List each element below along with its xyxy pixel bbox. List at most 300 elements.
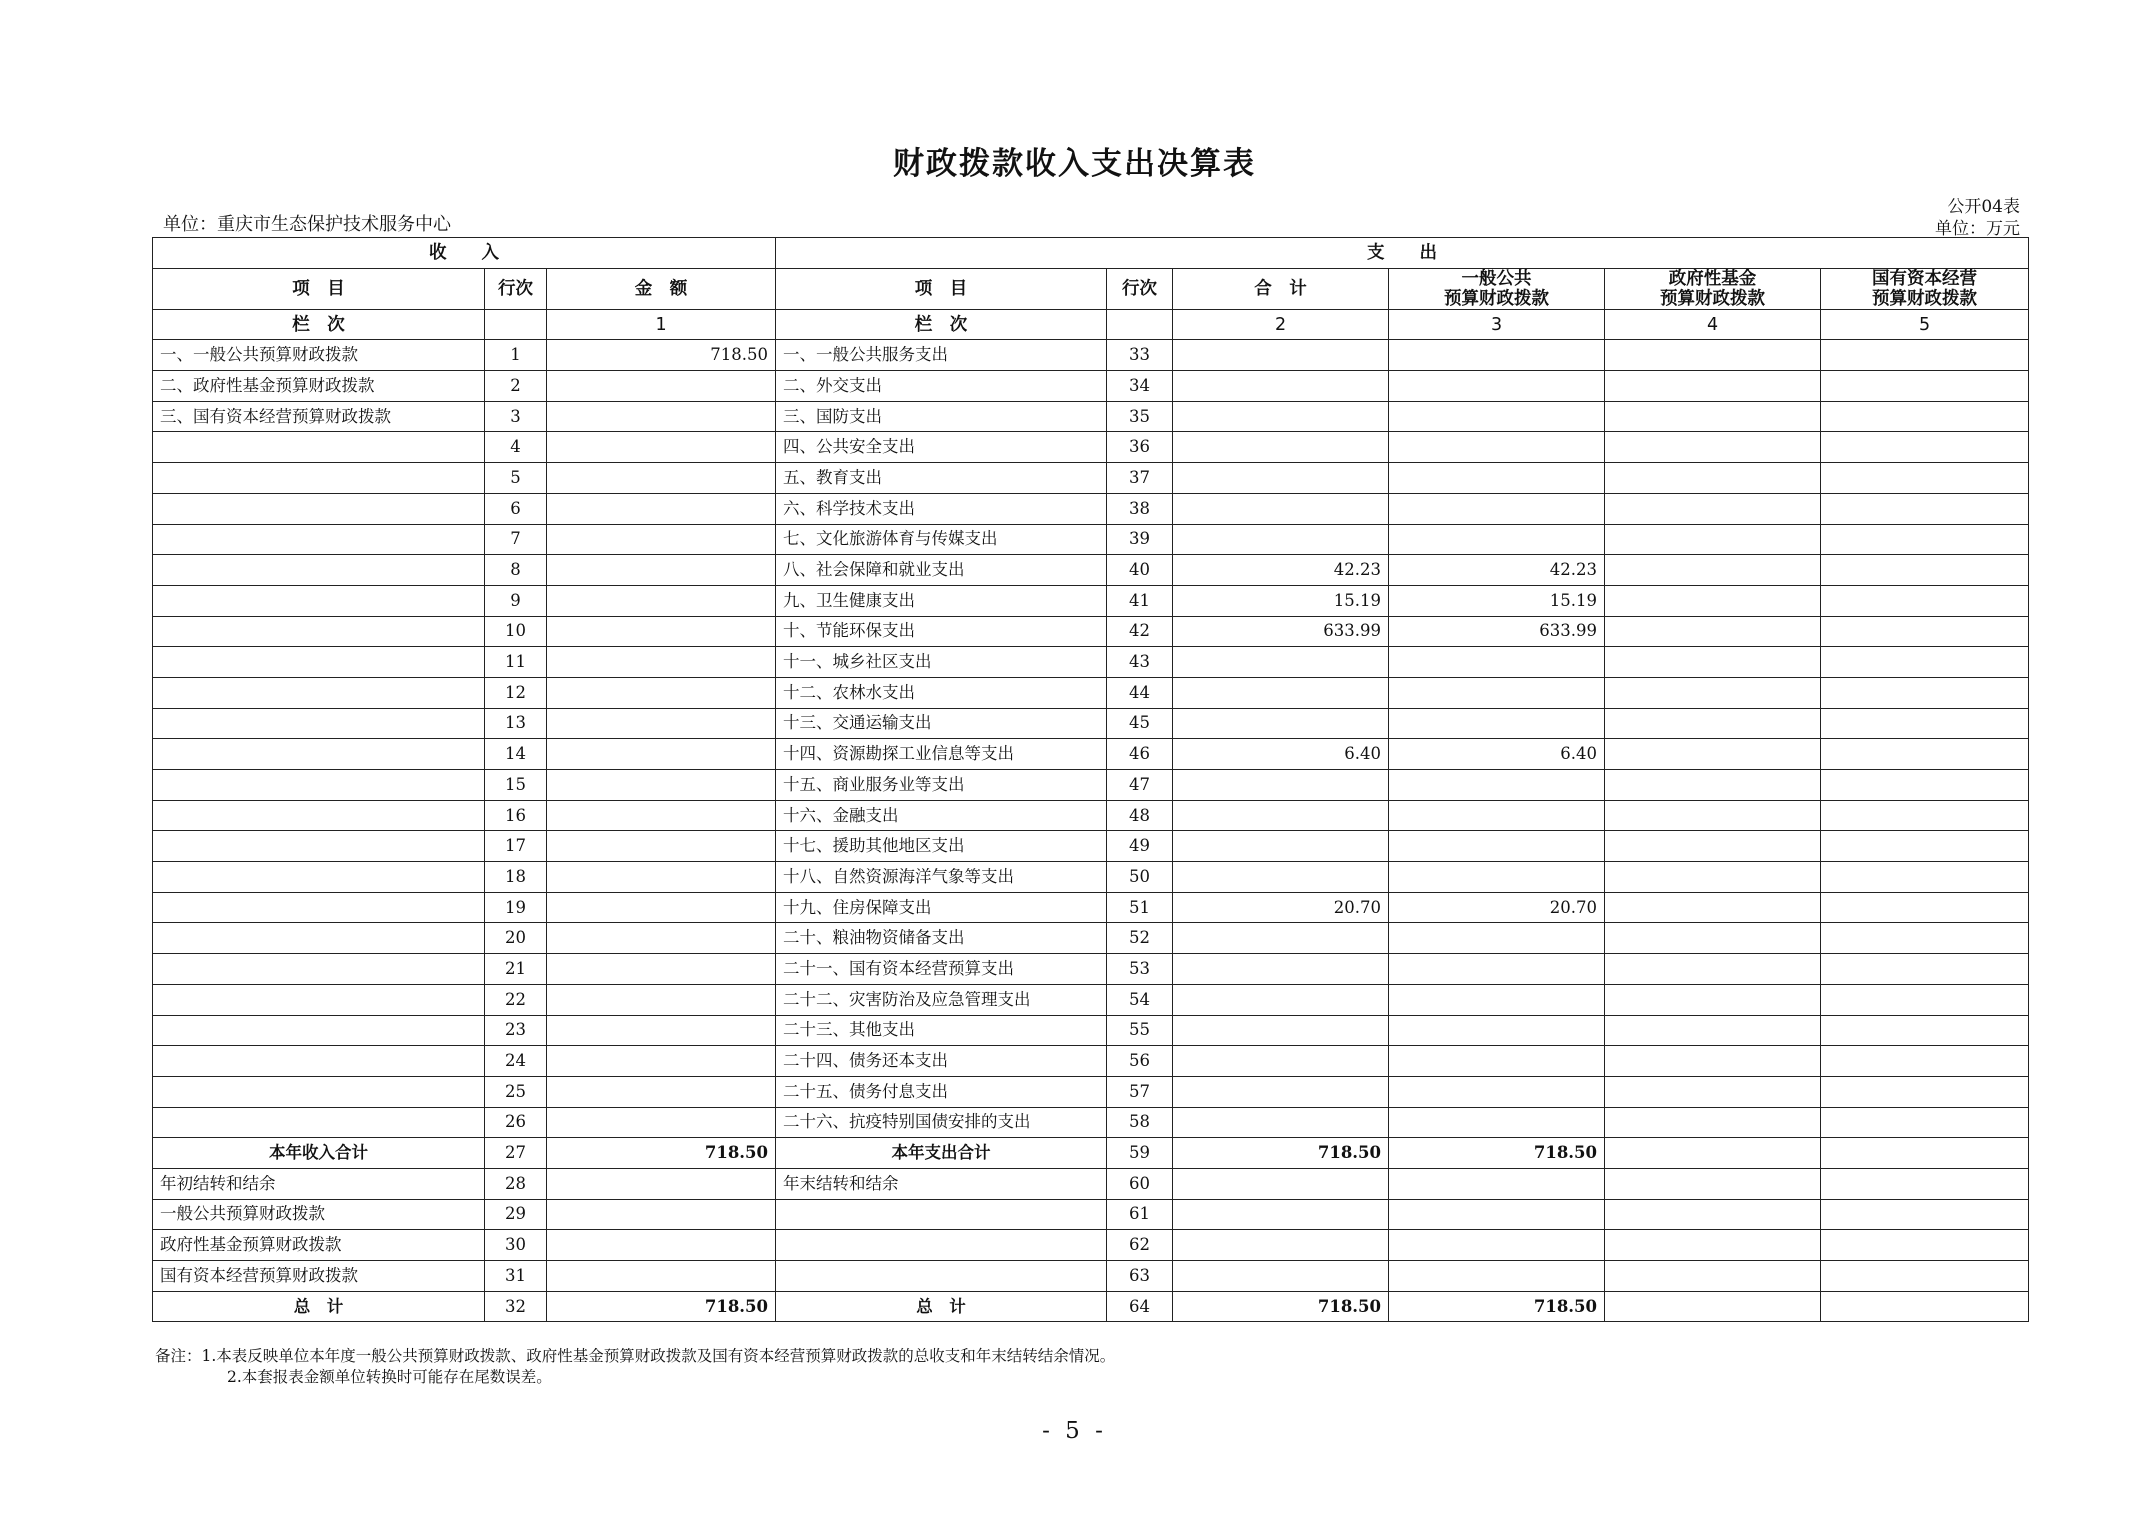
inc-item-cell: [153, 463, 485, 494]
gov-fund-cell: [1605, 862, 1821, 893]
inc-line-no-cell: 28: [485, 1168, 547, 1199]
gov-fund-cell: [1605, 585, 1821, 616]
exp-line-no-cell: 50: [1107, 862, 1173, 893]
inc-line-no-cell: 27: [485, 1138, 547, 1169]
exp-line-no-cell: 63: [1107, 1261, 1173, 1292]
inc-item-cell: [153, 770, 485, 801]
inc-amount-cell: 718.50: [547, 1291, 776, 1322]
total-cell: 6.40: [1173, 739, 1389, 770]
table-row: [153, 1015, 2029, 1046]
soe-capital-cell: [1821, 954, 2029, 985]
exp-line-no-cell: 58: [1107, 1107, 1173, 1138]
gen-budget-cell: [1389, 923, 1605, 954]
soe-capital-cell: [1821, 800, 2029, 831]
exp-item-cell: [776, 1261, 1107, 1292]
exp-line-no-cell: 40: [1107, 555, 1173, 586]
gov-fund-cell: [1605, 954, 1821, 985]
inc-line-no-cell: 12: [485, 677, 547, 708]
inc-item-cell: 二、政府性基金预算财政拨款: [153, 371, 485, 402]
exp-item-cell: 八、社会保障和就业支出: [776, 555, 1107, 586]
total-cell: [1173, 984, 1389, 1015]
exp-item-cell: 六、科学技术支出: [776, 493, 1107, 524]
total-cell: [1173, 923, 1389, 954]
col-header-exp-item: 项 目: [776, 268, 1107, 309]
col-header-soe-capital: 国有资本经营 预算财政拨款: [1821, 268, 2029, 309]
exp-line-no-cell: 49: [1107, 831, 1173, 862]
col-num-4: 4: [1605, 309, 1821, 340]
inc-item-cell: 总 计: [153, 1291, 485, 1322]
inc-item-cell: [153, 862, 485, 893]
col-num-3: 3: [1389, 309, 1605, 340]
reporting-unit: 单位：重庆市生态保护技术服务中心: [163, 214, 451, 235]
gen-budget-cell: [1389, 371, 1605, 402]
exp-line-no-cell: 36: [1107, 432, 1173, 463]
exp-item-cell: 十五、商业服务业等支出: [776, 770, 1107, 801]
inc-amount-cell: [547, 954, 776, 985]
exp-item-cell: 九、卫生健康支出: [776, 585, 1107, 616]
inc-item-cell: 三、国有资本经营预算财政拨款: [153, 401, 485, 432]
gov-fund-cell: [1605, 1199, 1821, 1230]
inc-amount-cell: [547, 1261, 776, 1292]
table-row: [153, 1076, 2029, 1107]
exp-item-cell: 十三、交通运输支出: [776, 708, 1107, 739]
exp-item-cell: [776, 1199, 1107, 1230]
inc-amount-cell: [547, 984, 776, 1015]
total-cell: 718.50: [1173, 1138, 1389, 1169]
col-header-inc-item: 项 目: [153, 268, 485, 309]
inc-amount-cell: 718.50: [547, 1138, 776, 1169]
inc-item-cell: [153, 800, 485, 831]
table-row: [153, 708, 2029, 739]
total-cell: [1173, 677, 1389, 708]
col-header-exp-no: 行次: [1107, 268, 1173, 309]
inc-amount-cell: [547, 432, 776, 463]
inc-item-cell: 政府性基金预算财政拨款: [153, 1230, 485, 1261]
total-cell: [1173, 831, 1389, 862]
header-row-sections: [153, 238, 2029, 269]
total-cell: [1173, 1261, 1389, 1292]
table-row: [153, 401, 2029, 432]
total-cell: [1173, 647, 1389, 678]
total-cell: [1173, 524, 1389, 555]
exp-line-no-cell: 41: [1107, 585, 1173, 616]
gen-budget-cell: 20.70: [1389, 892, 1605, 923]
table-row: [153, 739, 2029, 770]
total-cell: [1173, 1168, 1389, 1199]
exp-item-cell: 年末结转和结余: [776, 1168, 1107, 1199]
gen-budget-cell: 633.99: [1389, 616, 1605, 647]
inc-amount-cell: [547, 831, 776, 862]
exp-line-no-cell: 59: [1107, 1138, 1173, 1169]
gov-fund-cell: [1605, 800, 1821, 831]
inc-line-no-cell: 18: [485, 862, 547, 893]
inc-item-cell: 一、一般公共预算财政拨款: [153, 340, 485, 371]
inc-item-cell: [153, 831, 485, 862]
total-cell: [1173, 800, 1389, 831]
gen-budget-cell: [1389, 677, 1605, 708]
inc-item-cell: [153, 647, 485, 678]
inc-amount-cell: [547, 1230, 776, 1261]
exp-line-no-cell: 33: [1107, 340, 1173, 371]
gen-budget-cell: [1389, 1046, 1605, 1077]
gov-fund-cell: [1605, 1168, 1821, 1199]
inc-amount-cell: [547, 770, 776, 801]
col-header-inc-no: 行次: [485, 268, 547, 309]
exp-line-no-cell: 37: [1107, 463, 1173, 494]
exp-item-cell: 四、公共安全支出: [776, 432, 1107, 463]
exp-line-no-cell: 46: [1107, 739, 1173, 770]
inc-item-cell: [153, 616, 485, 647]
col-num-2: 2: [1173, 309, 1389, 340]
exp-item-cell: 二、外交支出: [776, 371, 1107, 402]
inc-line-no-cell: 16: [485, 800, 547, 831]
footnote-2: 2.本套报表金额单位转换时可能存在尾数误差。: [227, 1368, 552, 1386]
gov-fund-cell: [1605, 831, 1821, 862]
inc-amount-cell: [547, 1199, 776, 1230]
inc-item-cell: [153, 555, 485, 586]
gov-fund-cell: [1605, 1076, 1821, 1107]
exp-item-cell: 二十五、债务付息支出: [776, 1076, 1107, 1107]
form-number: 公开04表: [1947, 197, 2020, 217]
inc-line-no-cell: 30: [485, 1230, 547, 1261]
soe-capital-cell: [1821, 616, 2029, 647]
soe-capital-cell: [1821, 647, 2029, 678]
inc-amount-cell: [547, 1046, 776, 1077]
inc-amount-cell: [547, 401, 776, 432]
total-cell: [1173, 1107, 1389, 1138]
inc-line-no-cell: 3: [485, 401, 547, 432]
total-cell: 15.19: [1173, 585, 1389, 616]
total-cell: [1173, 708, 1389, 739]
gov-fund-cell: [1605, 708, 1821, 739]
exp-line-no-cell: 56: [1107, 1046, 1173, 1077]
inc-line-no-cell: 9: [485, 585, 547, 616]
soe-capital-cell: [1821, 371, 2029, 402]
gov-fund-cell: [1605, 340, 1821, 371]
soe-capital-cell: [1821, 862, 2029, 893]
total-cell: [1173, 1230, 1389, 1261]
inc-item-cell: [153, 1076, 485, 1107]
inc-line-no-cell: 21: [485, 954, 547, 985]
soe-capital-cell: [1821, 1261, 2029, 1292]
inc-item-cell: [153, 892, 485, 923]
total-cell: [1173, 1046, 1389, 1077]
exp-line-no-cell: 39: [1107, 524, 1173, 555]
inc-line-no-cell: 26: [485, 1107, 547, 1138]
table-row: [153, 647, 2029, 678]
gen-budget-cell: [1389, 1107, 1605, 1138]
inc-line-no-cell: 23: [485, 1015, 547, 1046]
exp-item-cell: 十八、自然资源海洋气象等支出: [776, 862, 1107, 893]
exp-item-cell: 三、国防支出: [776, 401, 1107, 432]
gov-fund-cell: [1605, 770, 1821, 801]
appropriation-table: [152, 237, 2029, 1322]
soe-capital-cell: [1821, 1046, 2029, 1077]
header-row-column-numbers: [153, 309, 2029, 340]
gov-fund-cell: [1605, 1046, 1821, 1077]
gen-budget-cell: [1389, 1199, 1605, 1230]
soe-capital-cell: [1821, 1076, 2029, 1107]
total-cell: [1173, 371, 1389, 402]
table-row: [153, 340, 2029, 371]
exp-item-cell: 十四、资源勘探工业信息等支出: [776, 739, 1107, 770]
gov-fund-cell: [1605, 493, 1821, 524]
total-cell: 718.50: [1173, 1291, 1389, 1322]
soe-capital-cell: [1821, 892, 2029, 923]
exp-line-no-cell: 47: [1107, 770, 1173, 801]
currency-unit: 单位：万元: [1935, 219, 2020, 239]
gen-budget-cell: 718.50: [1389, 1291, 1605, 1322]
gen-budget-cell: [1389, 708, 1605, 739]
gen-budget-cell: [1389, 493, 1605, 524]
total-cell: [1173, 862, 1389, 893]
inc-amount-cell: [547, 1015, 776, 1046]
soe-capital-cell: [1821, 340, 2029, 371]
inc-line-no-cell: 29: [485, 1199, 547, 1230]
inc-amount-cell: [547, 493, 776, 524]
total-cell: [1173, 340, 1389, 371]
gen-budget-cell: [1389, 862, 1605, 893]
gen-budget-cell: [1389, 401, 1605, 432]
inc-amount-cell: [547, 1168, 776, 1199]
inc-line-no-cell: 13: [485, 708, 547, 739]
gov-fund-cell: [1605, 371, 1821, 402]
gen-budget-cell: [1389, 463, 1605, 494]
exp-item-cell: [776, 1230, 1107, 1261]
table-row: [153, 677, 2029, 708]
year-total-row: [153, 1138, 2029, 1169]
exp-line-no-cell: 48: [1107, 800, 1173, 831]
exp-item-cell: 二十三、其他支出: [776, 1015, 1107, 1046]
footnotes: [155, 1346, 1115, 1388]
soe-capital-cell: [1821, 984, 2029, 1015]
gen-budget-cell: [1389, 770, 1605, 801]
gov-fund-cell: [1605, 1138, 1821, 1169]
exp-item-cell: 十一、城乡社区支出: [776, 647, 1107, 678]
inc-amount-cell: [547, 616, 776, 647]
inc-item-cell: [153, 432, 485, 463]
exp-item-cell: 总 计: [776, 1291, 1107, 1322]
exp-line-no-cell: 34: [1107, 371, 1173, 402]
inc-line-no-cell: 19: [485, 892, 547, 923]
gov-fund-cell: [1605, 1261, 1821, 1292]
gov-fund-cell: [1605, 1230, 1821, 1261]
total-cell: [1173, 770, 1389, 801]
inc-amount-cell: [547, 463, 776, 494]
total-cell: 20.70: [1173, 892, 1389, 923]
exp-line-no-cell: 62: [1107, 1230, 1173, 1261]
inc-item-cell: 年初结转和结余: [153, 1168, 485, 1199]
gov-fund-cell: [1605, 739, 1821, 770]
table-row: [153, 923, 2029, 954]
exp-line-no-cell: 35: [1107, 401, 1173, 432]
table-row: [153, 862, 2029, 893]
total-cell: [1173, 493, 1389, 524]
gen-budget-cell: [1389, 432, 1605, 463]
carry-over-row: [153, 1230, 2029, 1261]
inc-line-no-cell: 14: [485, 739, 547, 770]
col-label-expense: 栏 次: [776, 309, 1107, 340]
exp-line-no-cell: 45: [1107, 708, 1173, 739]
soe-capital-cell: [1821, 555, 2029, 586]
table-row: [153, 770, 2029, 801]
col-header-inc-amount: 金 额: [547, 268, 776, 309]
income-header: 收 入: [153, 238, 776, 269]
col-label-income: 栏 次: [153, 309, 485, 340]
exp-item-cell: 十二、农林水支出: [776, 677, 1107, 708]
inc-amount-cell: [547, 647, 776, 678]
gov-fund-cell: [1605, 677, 1821, 708]
inc-line-no-cell: 6: [485, 493, 547, 524]
exp-line-no-cell: 54: [1107, 984, 1173, 1015]
inc-line-no-cell: 20: [485, 923, 547, 954]
table-row: [153, 585, 2029, 616]
soe-capital-cell: [1821, 1015, 2029, 1046]
inc-amount-cell: [547, 1076, 776, 1107]
inc-line-no-cell: 1: [485, 340, 547, 371]
table-row: [153, 892, 2029, 923]
inc-line-no-cell: 25: [485, 1076, 547, 1107]
gen-budget-cell: [1389, 954, 1605, 985]
inc-amount-cell: [547, 708, 776, 739]
soe-capital-cell: [1821, 401, 2029, 432]
exp-line-no-cell: 52: [1107, 923, 1173, 954]
exp-item-cell: 十、节能环保支出: [776, 616, 1107, 647]
gov-fund-cell: [1605, 984, 1821, 1015]
inc-amount-cell: [547, 739, 776, 770]
inc-line-no-cell: 4: [485, 432, 547, 463]
soe-capital-cell: [1821, 677, 2029, 708]
exp-line-no-cell: 43: [1107, 647, 1173, 678]
gen-budget-cell: [1389, 1230, 1605, 1261]
inc-item-cell: 一般公共预算财政拨款: [153, 1199, 485, 1230]
inc-amount-cell: [547, 677, 776, 708]
exp-line-no-cell: 55: [1107, 1015, 1173, 1046]
page-title: 财政拨款收入支出决算表: [893, 146, 1256, 182]
gov-fund-cell: [1605, 401, 1821, 432]
soe-capital-cell: [1821, 923, 2029, 954]
inc-line-no-cell: 2: [485, 371, 547, 402]
soe-capital-cell: [1821, 432, 2029, 463]
table-row: [153, 1107, 2029, 1138]
inc-amount-cell: [547, 1107, 776, 1138]
gen-budget-cell: [1389, 1261, 1605, 1292]
exp-item-cell: 二十四、债务还本支出: [776, 1046, 1107, 1077]
exp-item-cell: 七、文化旅游体育与传媒支出: [776, 524, 1107, 555]
gen-budget-cell: 6.40: [1389, 739, 1605, 770]
inc-item-cell: [153, 1015, 485, 1046]
inc-amount-cell: [547, 555, 776, 586]
gov-fund-cell: [1605, 647, 1821, 678]
table-row: [153, 616, 2029, 647]
inc-item-cell: [153, 524, 485, 555]
inc-item-cell: 本年收入合计: [153, 1138, 485, 1169]
gov-fund-cell: [1605, 524, 1821, 555]
soe-capital-cell: [1821, 770, 2029, 801]
table-row: [153, 984, 2029, 1015]
inc-amount-cell: [547, 585, 776, 616]
gen-budget-cell: [1389, 1168, 1605, 1199]
exp-item-cell: 二十二、灾害防治及应急管理支出: [776, 984, 1107, 1015]
table-row: [153, 954, 2029, 985]
gov-fund-cell: [1605, 1107, 1821, 1138]
exp-line-no-cell: 38: [1107, 493, 1173, 524]
exp-line-no-cell: 51: [1107, 892, 1173, 923]
gen-budget-cell: [1389, 524, 1605, 555]
table-row: [153, 555, 2029, 586]
soe-capital-cell: [1821, 1138, 2029, 1169]
inc-amount-cell: [547, 371, 776, 402]
inc-line-no-cell: 32: [485, 1291, 547, 1322]
table-row: [153, 831, 2029, 862]
gen-budget-cell: [1389, 800, 1605, 831]
exp-line-no-cell: 44: [1107, 677, 1173, 708]
inc-amount-cell: [547, 800, 776, 831]
gen-budget-cell: [1389, 1076, 1605, 1107]
inc-line-no-cell: 8: [485, 555, 547, 586]
table-row: [153, 524, 2029, 555]
inc-amount-cell: [547, 892, 776, 923]
gen-budget-cell: [1389, 831, 1605, 862]
inc-line-no-cell: 22: [485, 984, 547, 1015]
soe-capital-cell: [1821, 831, 2029, 862]
total-cell: [1173, 401, 1389, 432]
soe-capital-cell: [1821, 739, 2029, 770]
page-number: - 5 -: [1042, 1418, 1107, 1444]
exp-item-cell: 二十一、国有资本经营预算支出: [776, 954, 1107, 985]
soe-capital-cell: [1821, 1107, 2029, 1138]
exp-item-cell: 一、一般公共服务支出: [776, 340, 1107, 371]
exp-line-no-cell: 57: [1107, 1076, 1173, 1107]
carry-over-row: [153, 1199, 2029, 1230]
soe-capital-cell: [1821, 463, 2029, 494]
col-num-5: 5: [1821, 309, 2029, 340]
table-row: [153, 463, 2029, 494]
gen-budget-cell: 15.19: [1389, 585, 1605, 616]
exp-item-cell: 二十、粮油物资储备支出: [776, 923, 1107, 954]
inc-item-cell: [153, 954, 485, 985]
inc-item-cell: [153, 677, 485, 708]
inc-line-no-cell: 5: [485, 463, 547, 494]
inc-item-cell: [153, 923, 485, 954]
gov-fund-cell: [1605, 923, 1821, 954]
total-cell: [1173, 954, 1389, 985]
table-row: [153, 432, 2029, 463]
soe-capital-cell: [1821, 1230, 2029, 1261]
gov-fund-cell: [1605, 892, 1821, 923]
carry-over-row: [153, 1168, 2029, 1199]
table-row: [153, 493, 2029, 524]
exp-line-no-cell: 61: [1107, 1199, 1173, 1230]
total-cell: [1173, 1199, 1389, 1230]
col-header-gov-fund: 政府性基金 预算财政拨款: [1605, 268, 1821, 309]
total-cell: 633.99: [1173, 616, 1389, 647]
total-cell: 42.23: [1173, 555, 1389, 586]
gov-fund-cell: [1605, 616, 1821, 647]
gov-fund-cell: [1605, 432, 1821, 463]
inc-item-cell: [153, 493, 485, 524]
total-cell: [1173, 1076, 1389, 1107]
inc-item-cell: [153, 1107, 485, 1138]
inc-line-no-cell: 10: [485, 616, 547, 647]
exp-item-cell: 十九、住房保障支出: [776, 892, 1107, 923]
soe-capital-cell: [1821, 1291, 2029, 1322]
gov-fund-cell: [1605, 555, 1821, 586]
table-row: [153, 371, 2029, 402]
carry-over-row: [153, 1261, 2029, 1292]
table-row: [153, 1046, 2029, 1077]
inc-amount-cell: [547, 923, 776, 954]
